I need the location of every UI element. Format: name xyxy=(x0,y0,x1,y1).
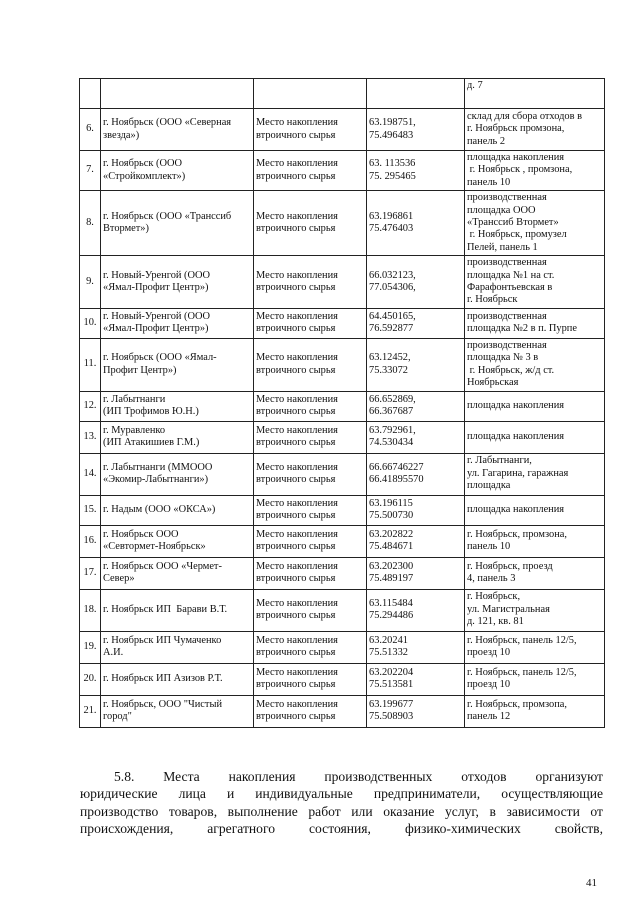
type-cell xyxy=(254,79,367,109)
coords-cell-line: 75.476403 xyxy=(369,223,414,235)
type-cell-line: Место накопления xyxy=(256,597,338,609)
address-cell-line: ул. Гагарина, гаражная xyxy=(467,467,569,479)
place-cell-line: г. Ноябрьск ИП Барави В.Т. xyxy=(103,603,228,615)
place-cell-line: «Экомир-Лабытнанги») xyxy=(103,474,209,485)
coords-cell-line: 66.41895570 xyxy=(369,474,424,485)
place-cell-line: г. Ноябрьск (ООО xyxy=(103,158,183,170)
row-number: 8. xyxy=(80,191,101,256)
coords-cell xyxy=(367,525,465,557)
row-number: 6. xyxy=(80,109,101,151)
place-cell xyxy=(101,453,254,495)
type-cell xyxy=(254,109,367,151)
place-cell-line: г. Надым (ООО «ОКСА») xyxy=(103,503,216,515)
address-cell-line: площадка xyxy=(467,480,511,492)
address-cell-line: производственная xyxy=(467,310,547,322)
coords-cell-line: 66.66746227 xyxy=(369,461,424,473)
row-number: 17. xyxy=(80,557,101,589)
table-row xyxy=(80,589,605,631)
type-cell-line: втроичного сырья xyxy=(256,282,336,294)
address-cell-line: склад для сбора отходов в xyxy=(467,110,583,122)
coords-cell-line: 63.202204 xyxy=(369,666,414,678)
coords-cell-line: 63.202822 xyxy=(369,528,414,540)
row-number: 13. xyxy=(80,421,101,453)
coords-cell xyxy=(367,79,465,109)
type-cell-line: Место накопления xyxy=(256,560,338,572)
address-cell-line: производственная xyxy=(467,257,547,269)
place-cell-line: «Стройкомплект») xyxy=(103,170,186,182)
type-cell xyxy=(254,695,367,727)
type-cell xyxy=(254,589,367,631)
type-cell-line: втроичного сырья xyxy=(256,129,336,141)
type-cell-line: Место накопления xyxy=(256,698,338,710)
table-row xyxy=(80,391,605,421)
coords-cell-line: 63.199677 xyxy=(369,698,414,710)
address-cell-line: площадка ООО xyxy=(467,204,536,216)
type-cell-line: втроичного сырья xyxy=(256,573,336,584)
coords-cell-line: 63.196115 xyxy=(369,497,413,509)
address-cell-line: Пелей, панель 1 xyxy=(467,241,538,253)
address-cell-line: Ноябрьская xyxy=(467,377,519,389)
type-cell-line: Место накопления xyxy=(256,634,338,646)
address-cell xyxy=(465,308,605,338)
coords-cell-line: 66.652869, xyxy=(369,393,416,405)
type-cell-line: Место накопления xyxy=(256,497,338,509)
type-cell xyxy=(254,256,367,309)
type-cell xyxy=(254,338,367,391)
coords-cell-line: 76.592877 xyxy=(369,323,414,335)
address-cell-line: г. Ноябрьск, ж/д ст. xyxy=(467,364,555,376)
place-cell-line: А.И. xyxy=(103,647,124,658)
address-cell-line: д. 121, кв. 81 xyxy=(467,616,524,628)
coords-cell xyxy=(367,663,465,695)
place-cell-line: г. Ноябрьск ИП Чумаченко xyxy=(103,634,222,646)
place-cell xyxy=(101,79,254,109)
type-cell xyxy=(254,191,367,256)
place-cell-line: г. Ноябрьск (ООО «Северная xyxy=(103,117,232,129)
coords-cell-line: 64.450165, xyxy=(369,310,416,322)
row-number: 20. xyxy=(80,663,101,695)
coords-cell-line: 63.12452, xyxy=(369,352,411,364)
address-cell xyxy=(465,663,605,695)
address-cell-line: «Транссиб Втормет» xyxy=(467,217,559,229)
place-cell xyxy=(101,589,254,631)
paragraph-line-text: 5.8. Места накопления производственных отходов организуют xyxy=(114,769,603,784)
type-cell xyxy=(254,663,367,695)
coords-cell-line: 75.500730 xyxy=(369,510,414,521)
coords-cell-line: 75.33072 xyxy=(369,364,408,376)
type-cell-line: втроичного сырья xyxy=(256,510,336,521)
row-number: 11. xyxy=(80,338,101,391)
address-cell xyxy=(465,453,605,495)
address-cell-line: г. Лабытнанги, xyxy=(467,455,532,467)
place-cell xyxy=(101,663,254,695)
address-cell xyxy=(465,495,605,525)
coords-cell-line: 63.792961, xyxy=(369,424,416,436)
coords-cell-line: 75.484671 xyxy=(369,541,414,552)
row-number: 16. xyxy=(80,525,101,557)
address-cell-line: панель 10 xyxy=(467,176,511,188)
place-cell xyxy=(101,338,254,391)
type-cell xyxy=(254,421,367,453)
place-cell xyxy=(101,695,254,727)
type-cell xyxy=(254,631,367,663)
place-cell-line: (ИП Трофимов Ю.Н.) xyxy=(103,406,199,417)
place-cell-line: Втормет») xyxy=(103,223,149,235)
address-cell-line: площадка № 3 в xyxy=(467,352,539,364)
table-row xyxy=(80,151,605,191)
coords-cell xyxy=(367,338,465,391)
coords-cell-line: 63.196861 xyxy=(369,210,414,222)
place-cell-line: г. Лабытнанги xyxy=(103,393,166,405)
type-cell-line: Место накопления xyxy=(256,424,338,436)
address-cell-line: г. Ноябрьск xyxy=(467,294,518,306)
address-cell-line: площадка накопления xyxy=(467,399,565,411)
type-cell-line: Место накопления xyxy=(256,210,338,222)
paragraph-line: происхождения, агрегатного состояния, физико-химических свойств, xyxy=(80,821,603,837)
address-cell-line: г. Ноябрьск, xyxy=(467,591,521,603)
place-cell-line: Север» xyxy=(103,573,135,584)
coords-cell xyxy=(367,391,465,421)
place-cell-line: (ИП Атакишиев Г.М.) xyxy=(103,437,200,448)
type-cell-line: Место накопления xyxy=(256,666,338,678)
place-cell-line: «Ямал-Профит Центр») xyxy=(103,323,209,335)
address-cell-line: Фарафонтьевская в xyxy=(467,282,553,294)
address-cell-line: г. Ноябрьск , промзона, xyxy=(467,164,573,176)
type-cell-line: втроичного сырья xyxy=(256,679,336,690)
table-row xyxy=(80,79,605,109)
table-body xyxy=(80,79,605,728)
type-cell xyxy=(254,391,367,421)
type-cell-line: втроичного сырья xyxy=(256,647,336,658)
address-cell xyxy=(465,557,605,589)
type-cell-line: втроичного сырья xyxy=(256,170,336,182)
address-cell-line: площадка №2 в п. Пурпе xyxy=(467,323,577,335)
place-cell xyxy=(101,391,254,421)
coords-cell-line: 66.367687 xyxy=(369,406,414,417)
address-cell-line: проезд 10 xyxy=(467,647,511,658)
address-cell-line: площадка накопления xyxy=(467,430,565,442)
coords-cell xyxy=(367,695,465,727)
address-cell xyxy=(465,109,605,151)
place-cell xyxy=(101,191,254,256)
address-cell xyxy=(465,79,605,109)
place-cell-line: Профит Центр») xyxy=(103,364,177,376)
type-cell-line: втроичного сырья xyxy=(256,323,336,335)
type-cell-line: Место накопления xyxy=(256,393,338,405)
row-number: 19. xyxy=(80,631,101,663)
paragraph-line: производство товаров, выполнение работ или оказание услуг, в зависимости от xyxy=(80,803,603,819)
type-cell xyxy=(254,308,367,338)
paragraph-line xyxy=(80,768,603,785)
coords-cell xyxy=(367,495,465,525)
type-cell-line: Место накопления xyxy=(256,269,338,281)
waste-sites-table xyxy=(79,78,605,728)
address-cell-line: г. Ноябрьск, панель 12/5, xyxy=(467,666,577,678)
address-cell xyxy=(465,256,605,309)
type-cell xyxy=(254,525,367,557)
type-cell xyxy=(254,151,367,191)
address-cell xyxy=(465,191,605,256)
address-cell xyxy=(465,338,605,391)
address-cell-line: производственная xyxy=(467,339,547,351)
coords-cell-line: 63.20241 xyxy=(369,634,408,646)
type-cell-line: Место накопления xyxy=(256,117,338,129)
address-cell-line: площадка накопления xyxy=(467,152,565,163)
paragraph-line: юридические лица и индивидуальные предприниматели, осуществляющие xyxy=(80,786,603,802)
place-cell xyxy=(101,495,254,525)
type-cell-line: Место накопления xyxy=(256,310,338,322)
table-row xyxy=(80,453,605,495)
address-cell-line: площадка накопления xyxy=(467,503,565,515)
type-cell-line: Место накопления xyxy=(256,352,338,364)
address-cell xyxy=(465,631,605,663)
type-cell-line: втроичного сырья xyxy=(256,364,336,376)
type-cell-line: втроичного сырья xyxy=(256,406,336,417)
coords-cell-line: 75.51332 xyxy=(369,647,408,658)
row-number xyxy=(80,79,101,109)
type-cell xyxy=(254,495,367,525)
place-cell-line: г. Ноябрьск, ООО "Чистый xyxy=(103,698,222,710)
place-cell xyxy=(101,631,254,663)
type-cell-line: втроичного сырья xyxy=(256,610,336,621)
place-cell-line: «Ямал-Профит Центр») xyxy=(103,282,209,294)
place-cell-line: г. Ноябрьск (ООО «Транссиб xyxy=(103,210,232,222)
row-number: 12. xyxy=(80,391,101,421)
address-cell-line: г. Ноябрьск, панель 12/5, xyxy=(467,634,577,646)
place-cell-line: г. Новый-Уренгой (ООО xyxy=(103,310,211,322)
place-cell-line: г. Ноябрьск ООО «Чермет- xyxy=(103,560,222,572)
type-cell-line: втроичного сырья xyxy=(256,437,336,448)
place-cell-line: г. Ноябрьск ИП Азизов Р.Т. xyxy=(103,672,223,684)
address-cell-line: г. Ноябрьск, проезд xyxy=(467,560,553,572)
coords-cell-line: 75.294486 xyxy=(369,610,414,621)
place-cell-line: г. Ноябрьск ООО xyxy=(103,528,179,540)
type-cell-line: втроичного сырья xyxy=(256,474,336,485)
coords-cell xyxy=(367,256,465,309)
row-number: 14. xyxy=(80,453,101,495)
place-cell xyxy=(101,109,254,151)
type-cell-line: втроичного сырья xyxy=(256,541,336,552)
coords-cell xyxy=(367,589,465,631)
table-row xyxy=(80,525,605,557)
address-cell-line: панель 2 xyxy=(467,135,506,147)
coords-cell-line: 75. 295465 xyxy=(369,170,416,182)
coords-cell-line: 63.115484 xyxy=(369,597,413,609)
type-cell-line: втроичного сырья xyxy=(256,223,336,235)
address-cell-line: д. 7 xyxy=(467,80,483,91)
place-cell-line: город" xyxy=(103,711,132,722)
coords-cell-line: 63. 113536 xyxy=(369,158,416,170)
table-row xyxy=(80,495,605,525)
coords-cell-line: 75.496483 xyxy=(369,129,414,141)
address-cell xyxy=(465,695,605,727)
address-cell-line: проезд 10 xyxy=(467,679,511,690)
coords-cell xyxy=(367,557,465,589)
row-number: 9. xyxy=(80,256,101,309)
place-cell xyxy=(101,557,254,589)
coords-cell-line: 75.508903 xyxy=(369,711,414,722)
coords-cell-line: 75.489197 xyxy=(369,573,414,584)
table-row xyxy=(80,421,605,453)
type-cell xyxy=(254,453,367,495)
row-number: 15. xyxy=(80,495,101,525)
section-5-8-paragraph xyxy=(80,768,603,838)
coords-cell-line: 63.198751, xyxy=(369,117,416,129)
place-cell-line: г. Лабытнанги (ММООО xyxy=(103,461,213,473)
address-cell xyxy=(465,391,605,421)
row-number: 21. xyxy=(80,695,101,727)
coords-cell xyxy=(367,453,465,495)
address-cell-line: г. Ноябрьск, промузел xyxy=(467,229,567,241)
table-row xyxy=(80,695,605,727)
table-row xyxy=(80,308,605,338)
address-cell-line: панель 10 xyxy=(467,541,511,552)
coords-cell xyxy=(367,191,465,256)
table-row xyxy=(80,557,605,589)
coords-cell-line: 63.202300 xyxy=(369,560,414,572)
coords-cell xyxy=(367,109,465,151)
table-row xyxy=(80,663,605,695)
address-cell-line: производственная xyxy=(467,192,547,204)
type-cell-line: втроичного сырья xyxy=(256,711,336,722)
type-cell xyxy=(254,557,367,589)
place-cell-line: г. Муравленко xyxy=(103,424,166,436)
coords-cell xyxy=(367,421,465,453)
address-cell xyxy=(465,589,605,631)
place-cell xyxy=(101,308,254,338)
table-row xyxy=(80,338,605,391)
row-number: 7. xyxy=(80,151,101,191)
place-cell-line: г. Новый-Уренгой (ООО xyxy=(103,269,211,281)
coords-cell-line: 66.032123, xyxy=(369,269,416,281)
place-cell-line: звезда») xyxy=(103,129,140,141)
place-cell xyxy=(101,256,254,309)
address-cell-line: ул. Магистральная xyxy=(467,603,550,615)
coords-cell xyxy=(367,308,465,338)
table-row xyxy=(80,191,605,256)
address-cell-line: панель 12 xyxy=(467,711,511,722)
address-cell xyxy=(465,421,605,453)
row-number: 10. xyxy=(80,308,101,338)
row-number: 18. xyxy=(80,589,101,631)
address-cell xyxy=(465,151,605,191)
address-cell xyxy=(465,525,605,557)
address-cell-line: 4, панель 3 xyxy=(467,573,516,584)
place-cell xyxy=(101,421,254,453)
place-cell-line: «Севтормет-Ноябрьск» xyxy=(103,541,206,552)
coords-cell-line: 77.054306, xyxy=(369,282,416,294)
table-row xyxy=(80,631,605,663)
coords-cell xyxy=(367,631,465,663)
page-number: 41 xyxy=(586,877,597,889)
place-cell xyxy=(101,151,254,191)
address-cell-line: г. Ноябрьск, промзопа, xyxy=(467,698,567,710)
table-row xyxy=(80,256,605,309)
address-cell-line: г. Ноябрьск, промзона, xyxy=(467,528,567,540)
table-row xyxy=(80,109,605,151)
coords-cell xyxy=(367,151,465,191)
address-cell-line: площадка №1 на ст. xyxy=(467,269,555,281)
place-cell xyxy=(101,525,254,557)
address-cell-line: г. Ноябрьск промзона, xyxy=(467,123,565,135)
coords-cell-line: 74.530434 xyxy=(369,437,414,448)
place-cell-line: г. Ноябрьск (ООО «Ямал- xyxy=(103,352,217,364)
type-cell-line: Место накопления xyxy=(256,528,338,540)
type-cell-line: Место накопления xyxy=(256,158,338,170)
coords-cell-line: 75.513581 xyxy=(369,679,414,690)
type-cell-line: Место накопления xyxy=(256,461,338,473)
